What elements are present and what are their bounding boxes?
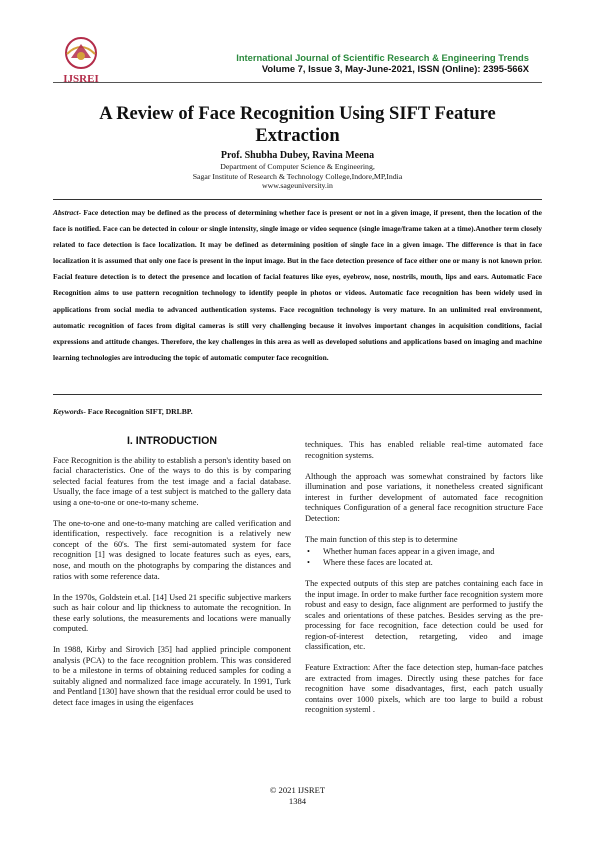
keywords: [53, 407, 542, 416]
paragraph: In 1988, Kirby and Sirovich [35] had applied principle component analysis (PCA) to the face recognition problem. This was considered to be a milestone in terms of obtaining reduced samples for coding a suitably aligned and normalized face image accurately. In 1991, Turk and Pentland [130] have shown that the residual error could be used to detect face images in using the eigenfaces: [53, 645, 291, 707]
logo-text: IJSREI: [63, 73, 99, 85]
bullet-list: [305, 547, 543, 568]
paper-title: [40, 103, 555, 147]
abstract-label: Abstract-: [53, 208, 82, 217]
paragraph: Feature Extraction: After the face detection step, human-face patches are extracted from images. Directly using these patches for face recognition have some disadvantages, first, each patch usually contains over 1000 pixels, which are too large to build a robust recognition systeml .: [305, 663, 543, 715]
affiliation: [40, 162, 555, 191]
paragraph: The expected outputs of this step are patches containing each face in the input image. In order to make further face recognition system more robust and easy to design, face alignment are performed to justify the scales and orientations of these patches. Besides serving as the pre-processing for face recognition, face detection could be used for region-of-interest detection, retargeting, video and image classification, etc.: [305, 578, 543, 652]
abstract-top-rule: [53, 199, 542, 200]
affiliation-inst: Sagar Institute of Research & Technology College,Indore,MP,India: [192, 171, 403, 181]
paragraph: The main function of this step is to determine: [305, 534, 458, 544]
copyright: © 2021 IJSRET: [269, 785, 326, 795]
keywords-label: Keywords-: [53, 407, 86, 416]
list-item: • Where these faces are located at.: [305, 558, 543, 569]
right-column: [305, 440, 543, 727]
paragraph: In the 1970s, Goldstein et.al. [14] Used 21 specific subjective markers such as hair colour and lip thickness to automate the recognition. In these early solutions, the measurements and locations were manually computed.: [53, 592, 291, 634]
list-item: • Whether human faces appear in a given image, and: [305, 547, 543, 558]
paragraph: Although the approach was somewhat constrained by factors like illumination and pose variations, it nonetheless created significant interest in further development of automated face recognition techniques Configuration of a general face recognition structure Face Detection:: [305, 471, 543, 523]
affiliation-dept: Department of Computer Science & Engineering,: [220, 162, 375, 171]
title-line-1: A Review of Face Recognition Using SIFT Feature: [99, 104, 496, 124]
journal-logo: [53, 36, 109, 86]
page-number: 1384: [288, 796, 307, 806]
abstract-bottom-rule: [53, 394, 542, 395]
keywords-text: Face Recognition SIFT, DRLBP.: [85, 407, 193, 416]
paragraph: Face Recognition is the ability to establish a person's identity based on facial characteristics. One of the ways to do this is by comparing selected facial features from the test image and a facial database. Usually, the face image of a test subject is matched to the gallery data using a one-to-one or one-to-many scheme.: [53, 455, 291, 507]
journal-name: International Journal of Scientific Research & Engineering Trends: [236, 52, 529, 63]
left-column: [53, 432, 291, 719]
section-heading: I. INTRODUCTION: [126, 435, 218, 447]
header-rule: [53, 82, 542, 83]
abstract-text: Face detection may be defined as the process of determining whether face is present or not in a given image, if present, then the location of the face is notified. Face can be detected in colour or single intensity, single image or video sequence (single image/frame taken at a time).Another term closely related to face detection is face localization. It may be defined as determining position of single face in a given image. The difference is that in face localization it is assumed that only one face is present in the input image. But in the face detection presence of face either one or many is not known prior. Facial feature detection is to detect the presence and location of facial features like eyes, eyebrow, nose, nostrils, mouth, lips and ears. Automatic Face Recognition aims to use pattern recognition technology to identify people in photos or videos. Automatic face recognition has been widely used in applications from social media to advanced authentication systems. Face recognition technology is very mature. In an unlimited real environment, automatic recognition of faces from digital cameras is still very challenging because it involves important changes in acquisition conditions, facial expressions and attitude changes. Therefore, the key challenges in this area as well as developed solutions and applications based on imaging and machine learning technologies are introducing the topic of automatic computer face recognition.: [53, 208, 542, 362]
paragraph: techniques. This has enabled reliable real-time automated face recognition systems.: [305, 440, 543, 460]
affiliation-web: www.sageuniversity.in: [262, 181, 333, 191]
journal-volume: Volume 7, Issue 3, May-June-2021, ISSN (Online): 2395-566X: [261, 63, 529, 74]
paragraph: The one-to-one and one-to-many matching are called verification and identification, respectively. face recognition is a relatively new concept of the 60's. The first semi-automated system for face recognition [1] was designed to locate features such as eyes, ears, nose, and mouth on the photographs by comparing the distances and ratios with some reference data.: [53, 518, 291, 581]
journal-header: [236, 52, 529, 74]
page-footer: [0, 785, 595, 807]
title-line-2: Extraction: [255, 126, 340, 146]
paper-authors: Prof. Shubha Dubey, Ravina Meena: [220, 150, 375, 161]
abstract: [53, 205, 542, 366]
